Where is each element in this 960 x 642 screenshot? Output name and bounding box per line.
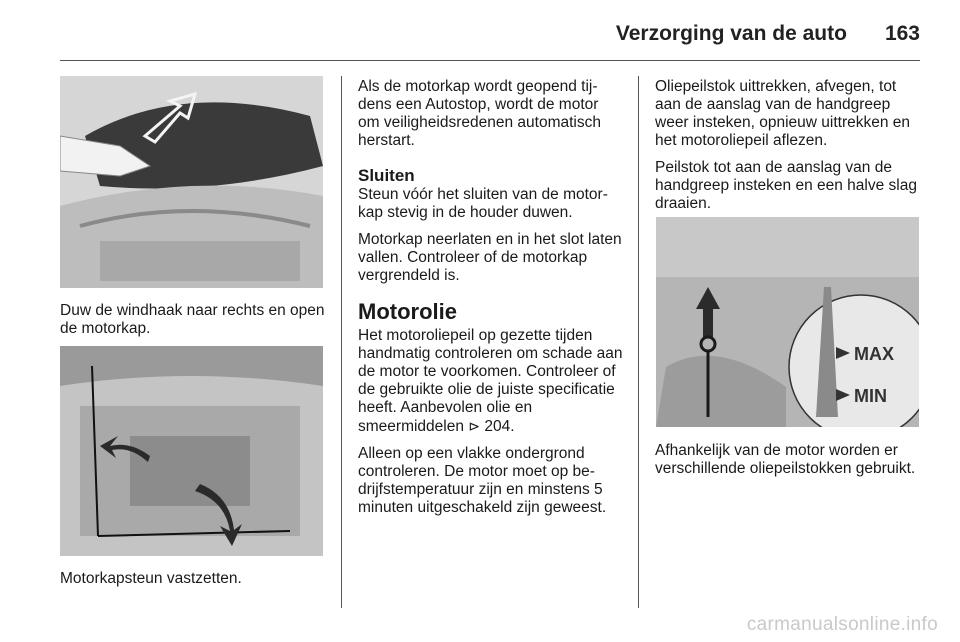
dipstick-paragraph-1: Oliepeilstok uittrekken, afvegen, tot aan de aanslag van de handgreep weer insteken, opnieuw uittrekken en het motoroliepeil aflezen. bbox=[655, 78, 911, 149]
header-divider bbox=[60, 60, 920, 61]
column-middle bbox=[358, 78, 623, 526]
watermark: carmanualsonline.info bbox=[746, 614, 938, 635]
column-right-bottom bbox=[655, 442, 925, 487]
column-divider-right bbox=[638, 76, 639, 608]
page-reference-icon: ⊳ bbox=[468, 418, 481, 434]
section-title: Verzorging van de auto bbox=[615, 22, 847, 45]
hood-support-illustration bbox=[60, 346, 323, 556]
page-number: 163 bbox=[884, 22, 920, 45]
autostop-paragraph: Als de motorkap wordt geopend tijdens een Autostop, wordt de motor om veiligheidsredenen automatisch herstart. bbox=[358, 78, 601, 149]
oil-paragraph-1: Het motoroliepeil op gezette tijden handmatig controleren om schade aan de motor te voorkomen. Controleer of de gebruikte olie de juiste specificatie heeft. Aanbevolen olie en smeermiddelen ⊳ 204. bbox=[358, 327, 623, 435]
dipstick-paragraph-3: Afhankelijk van de motor worden er verschillende oliepeilstokken gebruikt. bbox=[655, 442, 916, 477]
dipstick-paragraph-2: Peilstok tot aan de aanslag van de handgreep insteken en een halve slag draaien. bbox=[655, 159, 917, 212]
dipstick-illustration bbox=[656, 217, 919, 427]
figure1-caption: Duw de windhaak naar rechts en open de motorkap. bbox=[60, 302, 325, 337]
figure2-caption: Motorkapsteun vastzetten. bbox=[60, 570, 242, 587]
dipstick-max-label: MAX bbox=[854, 344, 894, 364]
closing-heading: Sluiten bbox=[358, 166, 415, 185]
column-right bbox=[655, 78, 925, 222]
page-header bbox=[60, 14, 920, 54]
page-reference-link[interactable]: 204. bbox=[484, 418, 515, 435]
oil-paragraph-2: Alleen op een vlakke ondergrond controleren. De motor moet op bedrijfstemperatuur zijn en minstens 5 minuten uitgeschakeld zijn geweest. bbox=[358, 445, 607, 516]
column-divider-left bbox=[341, 76, 342, 608]
closing-paragraph-1: Steun vóór het sluiten van de motorkap stevig in de houder duwen. bbox=[358, 186, 608, 221]
closing-paragraph-2: Motorkap neerlaten en in het slot laten vallen. Controleer of de motorkap vergrendeld is. bbox=[358, 231, 622, 284]
dipstick-min-label: MIN bbox=[854, 386, 887, 406]
hood-open-illustration bbox=[60, 76, 323, 288]
engine-oil-heading: Motorolie bbox=[358, 299, 457, 324]
